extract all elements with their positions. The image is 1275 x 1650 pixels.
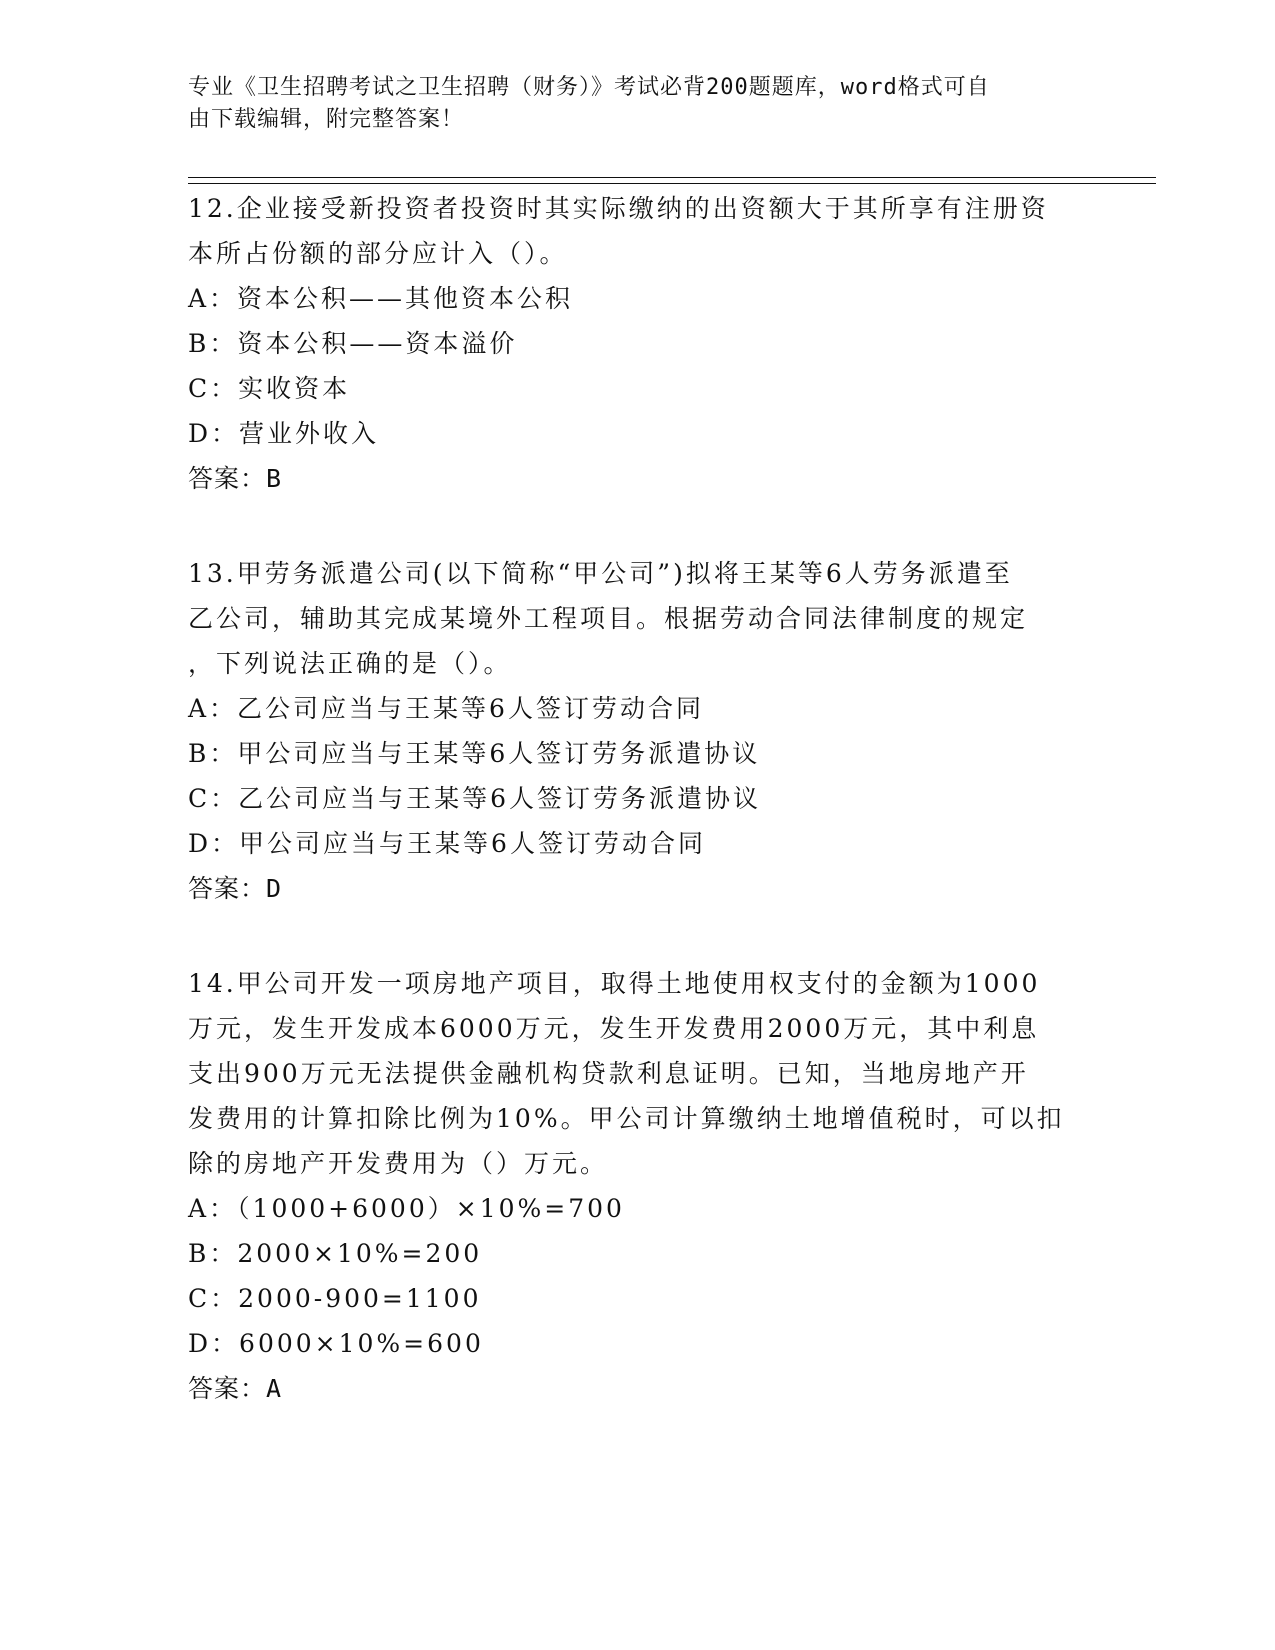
option-b: B：甲公司应当与王某等6人签订劳务派遣协议 [188, 739, 761, 768]
question-12 [188, 186, 1088, 501]
stem-line: 14.甲公司开发一项房地产项目，取得土地使用权支付的金额为1000 [188, 969, 1041, 998]
stem-line: 发费用的计算扣除比例为10%。甲公司计算缴纳土地增值税时，可以扣 [188, 1104, 1065, 1133]
header-divider-top [188, 177, 1156, 178]
stem-line: 乙公司，辅助其完成某境外工程项目。根据劳动合同法律制度的规定 [188, 604, 1029, 633]
option-d: D：营业外收入 [188, 419, 380, 448]
option-a: A：（1000+6000）×10%=700 [188, 1194, 625, 1223]
option-d: D：甲公司应当与王某等6人签订劳动合同 [188, 829, 706, 858]
document-header [188, 72, 1078, 136]
option-d: D：6000×10%=600 [188, 1329, 484, 1358]
stem-line: 13.甲劳务派遣公司(以下简称“甲公司”)拟将王某等6人劳务派遣至 [188, 559, 1013, 588]
option-a: A：资本公积——其他资本公积 [188, 284, 574, 313]
header-divider-bottom [188, 183, 1156, 184]
answer-key: B [266, 464, 283, 493]
question-stem [188, 186, 1088, 276]
answer [188, 1366, 1088, 1411]
answer-key: A [266, 1374, 283, 1403]
question-stem [188, 551, 1088, 686]
stem-line: 万元，发生开发成本6000万元，发生开发费用2000万元，其中利息 [188, 1014, 1040, 1043]
option-a: A：乙公司应当与王某等6人签订劳动合同 [188, 694, 704, 723]
stem-line: 支出900万元无法提供金融机构贷款利息证明。已知，当地房地产开 [188, 1059, 1029, 1088]
option-c: C：乙公司应当与王某等6人签订劳务派遣协议 [188, 784, 762, 813]
option-c: C：2000-900=1100 [188, 1284, 482, 1313]
question-stem [188, 961, 1088, 1186]
header-line-2: 由下载编辑，附完整答案！ [188, 107, 465, 132]
answer-label: 答案： [188, 1374, 267, 1403]
option-b: B：资本公积——资本溢价 [188, 329, 518, 358]
stem-line: ，下列说法正确的是（）。 [188, 649, 512, 678]
answer [188, 456, 1088, 501]
answer-key: D [266, 874, 283, 903]
option-b: B：2000×10%=200 [188, 1239, 483, 1268]
stem-line: 除的房地产开发费用为（）万元。 [188, 1149, 609, 1178]
stem-line: 12.企业接受新投资者投资时其实际缴纳的出资额大于其所享有注册资 [188, 194, 1049, 223]
answer-label: 答案： [188, 874, 267, 903]
stem-line: 本所占份额的部分应计入（）。 [188, 239, 568, 268]
question-list [188, 186, 1088, 1461]
answer-label: 答案： [188, 464, 267, 493]
question-13 [188, 551, 1088, 911]
answer [188, 866, 1088, 911]
option-c: C：实收资本 [188, 374, 351, 403]
header-line-1: 专业《卫生招聘考试之卫生招聘（财务）》考试必背200题题库，word格式可自 [188, 75, 990, 100]
question-14 [188, 961, 1088, 1411]
